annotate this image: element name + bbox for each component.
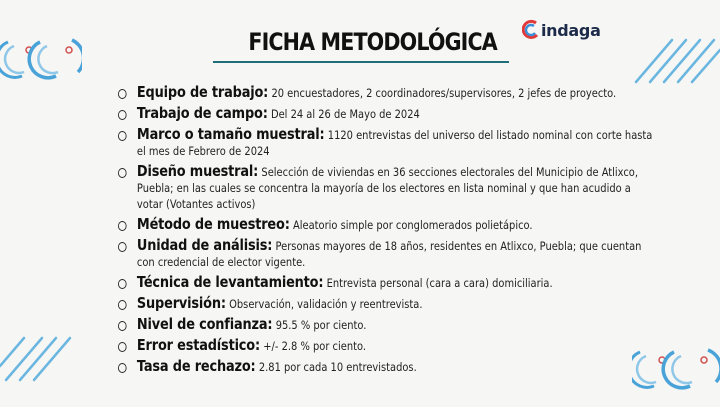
bullet-icon [118,242,127,252]
bullet-icon [118,89,127,99]
bullet-icon [118,342,127,352]
list-item [118,358,653,375]
item-label: Trabajo de campo: [136,104,268,122]
indaga-logo [522,17,601,43]
item-text: Entrevista personal (cara a cara) domiciliaria. [326,276,553,290]
item-label: Equipo de trabajo: [136,83,269,101]
item-text: Personas mayores de 18 años, residentes en Atlixco, Puebla; que cuentan con credencial de elector vigente. [136,239,642,269]
list-item [118,84,653,101]
item-text: Aleatorio simple por conglomerados polietápico. [292,218,533,232]
logo-mark-icon [522,19,540,41]
bottom-edge [0,407,720,417]
item-label: Técnica de levantamiento: [136,273,324,291]
list-item [118,216,653,233]
bullet-icon [118,321,127,331]
list-item [118,163,653,212]
list-item [118,105,653,122]
item-label: Diseño muestral: [136,162,259,180]
stripes-decoration-bottom-left [0,336,80,382]
title-underline [213,61,509,63]
stripes-decoration-top-right [632,36,720,86]
item-text: +/- 2.8 % por ciento. [263,339,366,353]
item-label: Supervisión: [136,294,226,312]
item-label: Unidad de análisis: [136,236,273,254]
item-text: Observación, validación y reentrevista. [229,297,423,311]
rings-decoration-top-left [0,36,82,80]
item-label: Tasa de rechazo: [136,357,256,375]
item-text: 20 encuestadores, 2 coordinadores/supervisores, 2 jefes de proyecto. [271,86,617,100]
item-text: 2.81 por cada 10 entrevistados. [258,360,417,374]
bullet-icon [118,300,127,310]
list-item [118,237,653,270]
item-label: Error estadístico: [136,336,260,354]
list-item [118,295,653,312]
bullet-icon [118,131,127,141]
item-label: Método de muestreo: [136,215,290,233]
item-text: Del 24 al 26 de Mayo de 2024 [270,107,420,121]
bullet-icon [118,363,127,373]
list-item [118,126,653,159]
logo-text: indaga [541,20,601,40]
item-label: Marco o tamaño muestral: [136,125,325,143]
list-item [118,316,653,333]
bullet-icon [118,110,127,120]
methodology-list [118,83,653,379]
item-label: Nivel de confianza: [136,315,273,333]
page-title: FICHA METODOLÓGICA [248,28,497,56]
item-text: 1120 entrevistas del universo del listado nominal con corte hasta el mes de Febrero de 2024 [136,128,653,158]
bullet-icon [118,221,127,231]
bullet-icon [118,279,127,289]
item-text: Selección de viviendas en 36 secciones electorales del Municipio de Atlixco, Puebla; en las cuales se concentra la mayoría de los electores en lista nominal y que han acudido a votar (Votantes activos) [136,165,638,211]
list-item [118,337,653,354]
list-item [118,274,653,291]
bullet-icon [118,168,127,178]
item-text: 95.5 % por ciento. [275,318,367,332]
